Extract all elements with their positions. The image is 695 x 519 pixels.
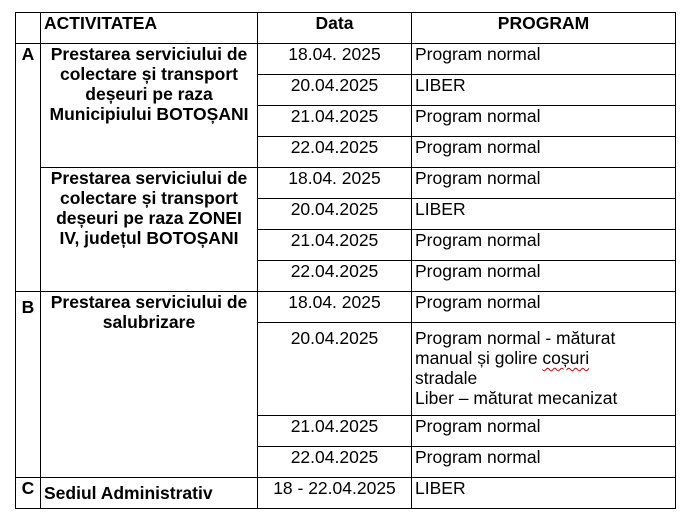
date-cell: 18 - 22.04.2025 bbox=[258, 478, 412, 509]
section-letter-a: A bbox=[16, 44, 41, 292]
date-cell: 22.04.2025 bbox=[258, 261, 412, 292]
date-cell: 21.04.2025 bbox=[258, 230, 412, 261]
activity-a2: Prestarea serviciului de colectare și transport deșeuri pe raza ZONEI IV, județul BOTOȘANI bbox=[41, 168, 258, 292]
date-cell: 22.04.2025 bbox=[258, 137, 412, 168]
program-line: Program normal - măturat bbox=[415, 328, 616, 348]
program-cell: LIBER bbox=[412, 199, 676, 230]
program-cell-multiline bbox=[412, 323, 676, 416]
program-cell: Program normal bbox=[412, 137, 676, 168]
table-row bbox=[16, 292, 676, 323]
program-cell: LIBER bbox=[412, 478, 676, 509]
program-cell: Program normal bbox=[412, 261, 676, 292]
program-cell: Program normal bbox=[412, 447, 676, 478]
table-row bbox=[16, 478, 676, 509]
date-cell: 21.04.2025 bbox=[258, 106, 412, 137]
date-cell: 18.04. 2025 bbox=[258, 44, 412, 75]
program-cell: Program normal bbox=[412, 230, 676, 261]
activity-b: Prestarea serviciului de salubrizare bbox=[41, 292, 258, 478]
program-cell: Program normal bbox=[412, 292, 676, 323]
table-row bbox=[16, 168, 676, 199]
program-cell: Program normal bbox=[412, 168, 676, 199]
date-cell: 20.04.2025 bbox=[258, 323, 412, 416]
table-row bbox=[16, 44, 676, 75]
program-line: stradale bbox=[415, 368, 478, 388]
date-cell: 21.04.2025 bbox=[258, 416, 412, 447]
activity-c: Sediul Administrativ bbox=[41, 478, 258, 509]
header-row bbox=[16, 13, 676, 44]
schedule-table bbox=[15, 12, 676, 509]
date-cell: 20.04.2025 bbox=[258, 199, 412, 230]
activity-a1: Prestarea serviciului de colectare și transport deșeuri pe raza Municipiului BOTOȘANI bbox=[41, 44, 258, 168]
spellcheck-marked-word: coșuri bbox=[542, 348, 590, 368]
program-cell: Program normal bbox=[412, 106, 676, 137]
program-cell: Program normal bbox=[412, 44, 676, 75]
date-cell: 20.04.2025 bbox=[258, 75, 412, 106]
section-letter-b: B bbox=[16, 292, 41, 478]
header-activity: ACTIVITATEA bbox=[41, 13, 258, 44]
program-line bbox=[415, 348, 672, 368]
date-cell: 18.04. 2025 bbox=[258, 168, 412, 199]
program-line: Liber – măturat mecanizat bbox=[415, 388, 618, 408]
header-letter bbox=[16, 13, 41, 44]
program-cell: LIBER bbox=[412, 75, 676, 106]
program-line-text: manual și golire bbox=[415, 348, 543, 368]
header-program: PROGRAM bbox=[412, 13, 676, 44]
date-cell: 18.04. 2025 bbox=[258, 292, 412, 323]
header-date: Data bbox=[258, 13, 412, 44]
section-letter-c: C bbox=[16, 478, 41, 509]
date-cell: 22.04.2025 bbox=[258, 447, 412, 478]
program-cell: Program normal bbox=[412, 416, 676, 447]
